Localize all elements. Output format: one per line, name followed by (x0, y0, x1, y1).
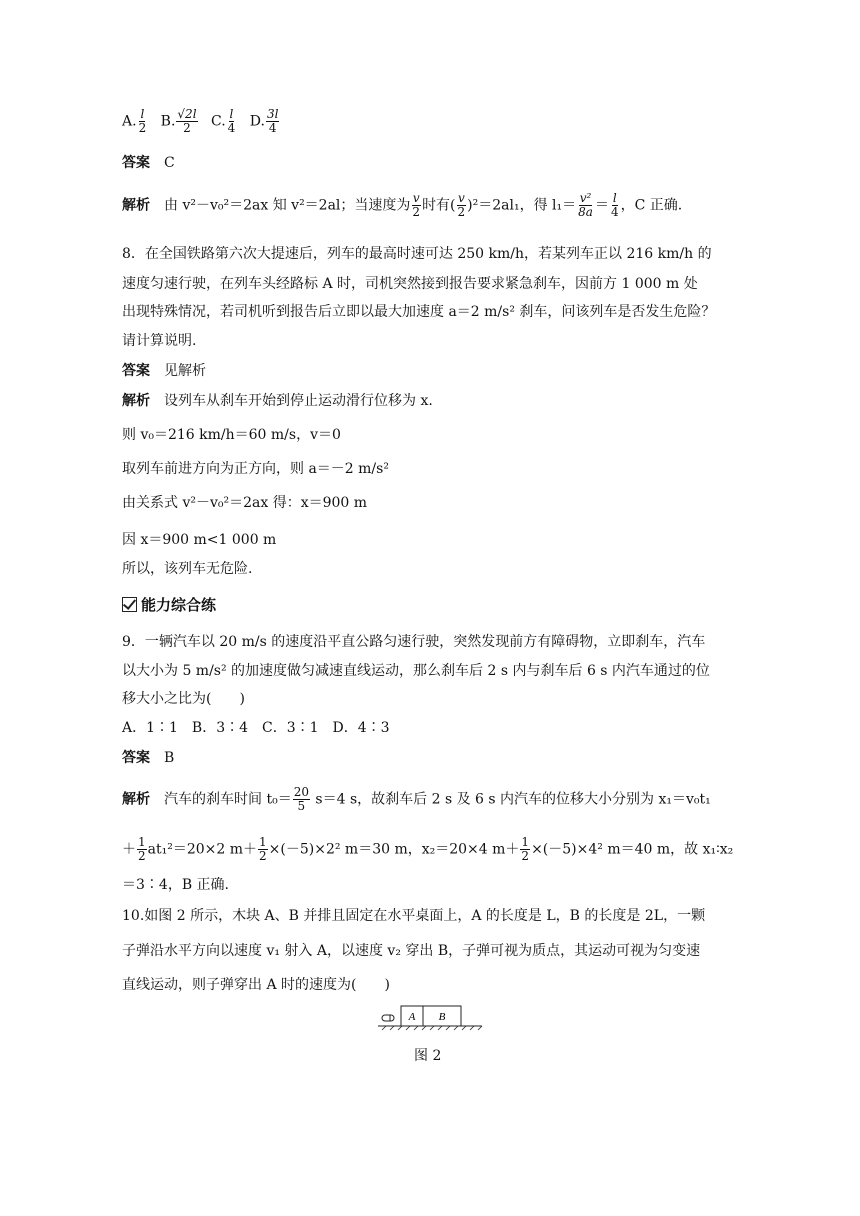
q9-line-3: 移大小之比为( ) (122, 691, 245, 707)
q8-step-2: 取列车前进方向为正方向，则 a＝－2 m/s² (122, 461, 389, 477)
q7-options (122, 108, 280, 135)
q8-analysis (122, 392, 433, 410)
surface-hatching (382, 1026, 482, 1030)
q8-line-3: 出现特殊情况，若司机听到报告后立即以最大加速度 a＝2 m/s² 刹车，问该列车是否发生危险？ (122, 304, 716, 320)
checkbox-icon (122, 597, 137, 612)
block-a-label: A (408, 1011, 416, 1023)
answer-value: 见解析 (164, 363, 206, 379)
q7-option-b-label: B. (160, 113, 176, 130)
fraction: $\frac{v}{2}$ (412, 191, 421, 219)
analysis-text: ＝ (594, 197, 609, 214)
q9-line-1: 9．一辆汽车以 20 m/s 的速度沿平直公路匀速行驶，突然发现前方有障碍物，立即刹车，汽车 (122, 634, 706, 650)
q8-step-4: 因 x＝900 m<1 000 m (122, 532, 277, 548)
q9-answer (122, 749, 174, 767)
analysis-label: 解析 (122, 791, 150, 808)
q10-line-2: 子弹沿水平方向以速度 v₁ 射入 A，以速度 v₂ 穿出 B，子弹可视为质点，其运动可视为匀变速 (122, 943, 701, 959)
analysis-text: ×(－5)×4² m＝40 m，故 x₁∶x₂ (531, 841, 734, 858)
q7-option-c-label: C. (210, 113, 226, 130)
figure-caption: 图 2 (414, 1048, 442, 1064)
fraction: $\frac{1}{2}$ (259, 835, 267, 863)
q7-option-a-label: A. (122, 113, 137, 130)
q9-analysis-line-1 (122, 786, 711, 813)
q7-analysis (122, 192, 682, 219)
q10-line-1: 10.如图 2 所示，木块 A、B 并排且固定在水平桌面上，A 的长度是 L，B 的长度是 2L，一颗 (122, 908, 706, 924)
analysis-text: s＝4 s，故刹车后 2 s 及 6 s 内汽车的位移大小分别为 x₁＝v₀t₁ (310, 791, 711, 808)
analysis-text: ＋ (122, 841, 136, 858)
q7-option-d-label: D. (249, 113, 265, 130)
q7-answer (122, 154, 175, 172)
answer-label: 答案 (122, 750, 150, 766)
q9-options: A．1∶1 B．3∶4 C．3∶1 D．4∶3 (122, 720, 390, 736)
section-title: 能力综合练 (141, 596, 217, 614)
fraction: $\frac{l}{4}$ (610, 191, 619, 219)
analysis-text: 汽车的刹车时间 t₀＝ (164, 791, 292, 808)
q7-option-a-fraction: $\frac{l}{2}$ (138, 107, 147, 135)
q8-step-1: 则 v₀＝216 km/h＝60 m/s，v＝0 (122, 427, 341, 443)
analysis-text: )²＝2al₁，得 l₁＝ (467, 197, 577, 214)
q10-line-3: 直线运动，则子弹穿出 A 时的速度为( ) (122, 977, 390, 993)
analysis-text: ，C 正确. (620, 197, 683, 214)
q9-analysis-line-2 (122, 836, 733, 863)
fraction: $\frac{20}{5}$ (293, 785, 309, 813)
analysis-text: 设列车从刹车开始到停止运动滑行位移为 x. (164, 393, 433, 409)
analysis-label: 解析 (122, 197, 150, 214)
q8-step-3: 由关系式 v²－v₀²＝2ax 得：x＝900 m (122, 495, 368, 511)
figure-2-diagram (376, 1004, 488, 1034)
analysis-text: at₁²＝20×2 m＋ (147, 841, 258, 858)
analysis-text: 时有( (422, 197, 456, 214)
q8-line-2: 速度匀速行驶，在列车头经路标 A 时，司机突然接到报告要求紧急刹车，因前方 1 000 m 处 (122, 276, 698, 292)
fraction: $\frac{1}{2}$ (521, 835, 530, 863)
answer-label: 答案 (122, 155, 150, 171)
fraction: $\frac{1}{2}$ (138, 835, 146, 863)
section-heading (122, 596, 216, 614)
q8-step-5: 所以，该列车无危险. (122, 561, 253, 577)
bullet-icon (382, 1015, 394, 1021)
q8-line-4: 请计算说明. (122, 333, 197, 349)
block-b-label: B (438, 1011, 446, 1023)
q7-option-c-fraction: $\frac{l}{4}$ (227, 107, 236, 135)
q8-line-1: 8．在全国铁路第六次大提速后，列车的最高时速可达 250 km/h，若某列车正以 216 km/h 的 (122, 246, 712, 262)
analysis-text: ×(－5)×2² m＝30 m，x₂＝20×4 m＋ (268, 841, 520, 858)
q7-option-b-fraction: $\frac{√2l}{2}$ (177, 107, 197, 135)
q9-line-2: 以大小为 5 m/s² 的加速度做匀减速直线运动，那么刹车后 2 s 内与刹车后 6 s 内汽车通过的位 (122, 663, 710, 679)
fraction: $\frac{\text{v²}}{8a}$ (578, 191, 593, 219)
answer-value: B (164, 750, 175, 766)
q7-option-d-fraction: $\frac{3l}{4}$ (266, 107, 279, 135)
q9-analysis-line-3: ＝3∶4，B 正确. (122, 877, 230, 893)
analysis-text: 由 v²－v₀²＝2ax 知 v²＝2al；当速度为 (164, 197, 411, 214)
fraction: $\frac{v}{2}$ (457, 191, 466, 219)
q8-answer (122, 362, 206, 380)
answer-value: C (164, 155, 175, 171)
analysis-label: 解析 (122, 393, 150, 409)
answer-label: 答案 (122, 363, 150, 379)
